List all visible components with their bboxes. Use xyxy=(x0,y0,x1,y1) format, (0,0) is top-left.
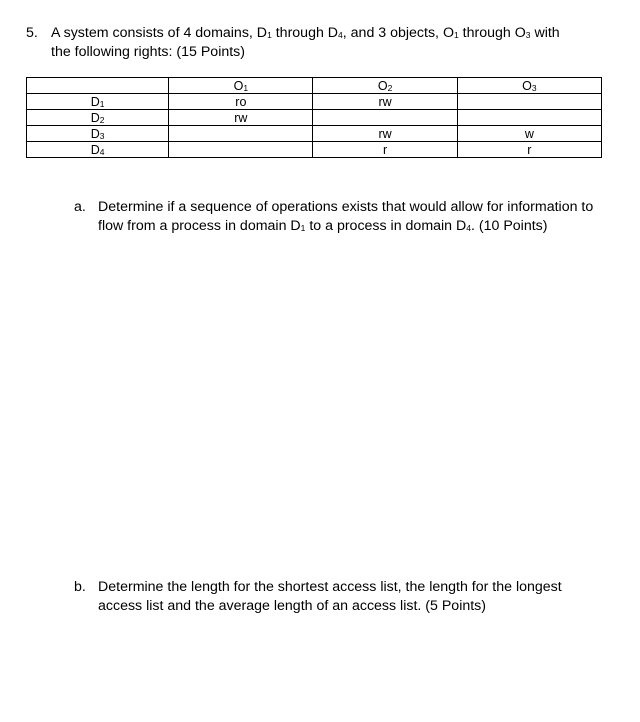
part-a xyxy=(74,198,604,236)
subscript: 4 xyxy=(99,146,105,157)
row-header-d2 xyxy=(27,110,169,126)
text-fragment: . (10 Points) xyxy=(471,218,548,234)
subscript: 1 xyxy=(99,98,105,109)
question-5 xyxy=(26,24,616,62)
question-text xyxy=(51,24,616,62)
subscript: 3 xyxy=(525,30,531,40)
column-header-o3 xyxy=(457,78,601,94)
text-fragment: to a process in domain D xyxy=(305,218,467,234)
subscript: 2 xyxy=(387,82,393,93)
subscript: 1 xyxy=(300,223,306,233)
part-b-letter: b. xyxy=(74,579,86,595)
header-letter: O xyxy=(522,78,532,93)
text-fragment: through D xyxy=(271,25,339,41)
subscript: 1 xyxy=(267,30,272,40)
cell-d2-o1: rw xyxy=(169,110,313,126)
header-letter: O xyxy=(233,78,244,93)
part-b xyxy=(74,578,604,616)
table-row-d2 xyxy=(27,110,602,126)
cell-d4-o2: r xyxy=(313,142,457,158)
row-letter: D xyxy=(90,110,100,125)
cell-d4-o3: r xyxy=(457,142,601,158)
header-letter: O xyxy=(377,78,388,93)
part-a-text xyxy=(98,198,604,236)
row-header-d4 xyxy=(27,142,169,158)
row-header-d1 xyxy=(27,94,169,110)
access-matrix-table xyxy=(26,77,602,158)
column-header-o1 xyxy=(169,78,313,94)
cell-d1-o1: ro xyxy=(169,94,313,110)
cell-d1-o2: rw xyxy=(313,94,457,110)
table-row-d1 xyxy=(27,94,602,110)
cell-d2-o3 xyxy=(457,110,601,126)
question-line2: the following rights: (15 Points) xyxy=(51,44,245,60)
subscript: 1 xyxy=(453,30,459,40)
row-letter: D xyxy=(90,94,100,109)
row-letter: D xyxy=(90,142,100,157)
cell-d2-o2 xyxy=(313,110,457,126)
cell-d1-o3 xyxy=(457,94,601,110)
subscript: 3 xyxy=(99,130,105,141)
cell-d3-o3: w xyxy=(457,126,601,142)
text-fragment: with xyxy=(530,25,560,41)
text-fragment: Determine if a sequence of operations exists that would allow for information to flow from a process in domain D xyxy=(98,199,594,234)
subscript: 1 xyxy=(243,82,249,93)
row-header-d3 xyxy=(27,126,169,142)
table-row-d3 xyxy=(27,126,602,142)
cell-d4-o1 xyxy=(169,142,313,158)
part-a-letter: a. xyxy=(74,199,86,215)
subscript: 4 xyxy=(338,30,343,40)
cell-d3-o2: rw xyxy=(313,126,457,142)
table-row-d4 xyxy=(27,142,602,158)
table-header-row xyxy=(27,78,602,94)
text-fragment: A system consists of 4 domains, D xyxy=(51,25,268,41)
text-fragment: , and 3 objects, O xyxy=(342,25,454,41)
subscript: 3 xyxy=(531,82,537,93)
question-line1 xyxy=(51,25,560,41)
row-letter: D xyxy=(90,126,100,141)
subscript: 4 xyxy=(466,223,471,233)
column-header-o2 xyxy=(313,78,457,94)
subscript: 2 xyxy=(99,114,105,125)
cell-d3-o1 xyxy=(169,126,313,142)
question-number: 5. xyxy=(26,25,38,41)
corner-cell xyxy=(27,78,169,94)
text-fragment: through O xyxy=(458,25,526,41)
part-b-text: Determine the length for the shortest access list, the length for the longest access list and the average length of an access list. (5 Points) xyxy=(98,579,562,614)
